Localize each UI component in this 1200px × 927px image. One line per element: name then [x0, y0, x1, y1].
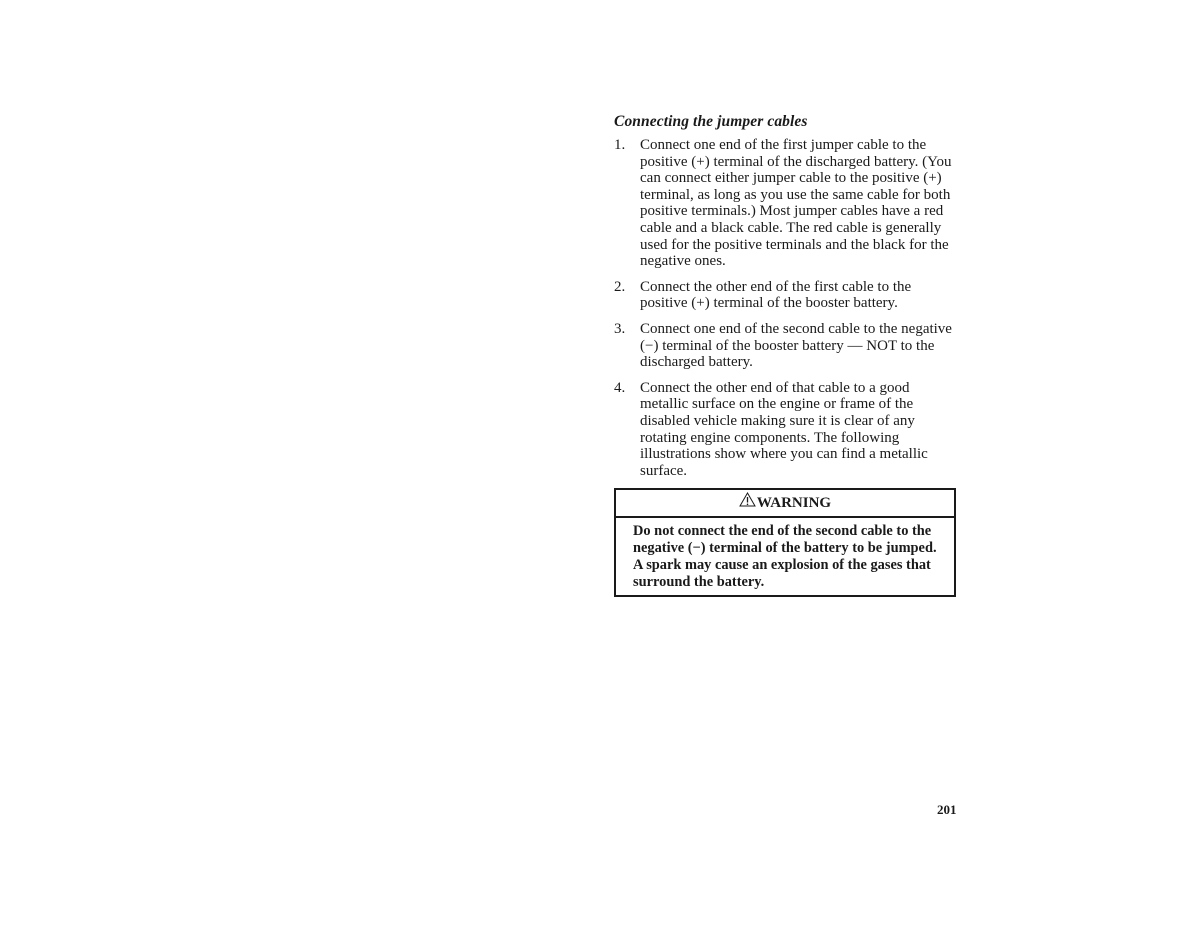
warning-triangle-icon	[739, 495, 757, 512]
step-number: 3.	[614, 320, 626, 337]
warning-text: Do not connect the end of the second cable to the negative (−) terminal of the battery to be jumped. A spark may cause an explosion of the gases that surround the battery.	[633, 523, 937, 591]
step-number: 1.	[614, 137, 626, 153]
list-item	[614, 279, 960, 312]
step-text: Connect the other end of that cable to a good metallic surface on the engine or frame of the disabled vehicle making sure it is clear of any rotating engine components. The following illustrations show where you can find a metallic surface.	[640, 379, 928, 479]
content-column	[614, 112, 960, 597]
step-number: 4.	[614, 379, 626, 396]
step-text: Connect one end of the first jumper cable to the positive (+) terminal of the discharged battery. (You can connect either jumper cable to the positive (+) terminal, as long as you use the same cable for both positive terminals.) Most jumper cables have a red cable and a black cable. The red cable is generally used for the positive terminals and the black for the negative ones.	[640, 137, 952, 270]
list-item	[614, 380, 960, 480]
step-number: 2.	[614, 278, 626, 295]
steps-list	[614, 137, 960, 479]
list-item	[614, 321, 960, 371]
page-number: 201	[937, 802, 957, 817]
step-text: Connect the other end of the first cable to the positive (+) terminal of the booster battery.	[640, 278, 912, 312]
warning-header	[616, 490, 954, 518]
warning-heading: WARNING	[756, 494, 832, 511]
warning-box	[614, 488, 956, 597]
list-item	[614, 137, 960, 270]
section-title: Connecting the jumper cables	[614, 113, 808, 130]
step-text: Connect one end of the second cable to the negative (−) terminal of the booster battery — NOT to the discharged battery.	[640, 320, 952, 371]
